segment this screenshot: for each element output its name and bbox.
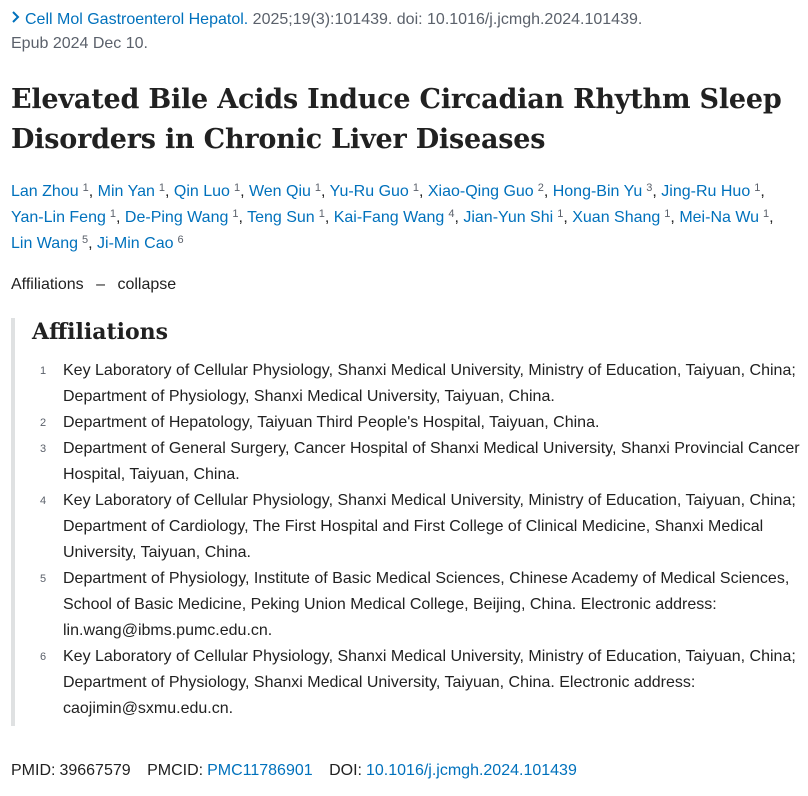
affiliation-item bbox=[32, 566, 807, 644]
affiliation-item bbox=[32, 436, 807, 488]
collapse-button[interactable]: collapse bbox=[117, 276, 177, 293]
author-item: Yu-Ru Guo $^1$, bbox=[329, 182, 424, 200]
author-link[interactable]: De-Ping Wang bbox=[124, 209, 229, 226]
toggle-dash: – bbox=[96, 276, 105, 293]
citation-line bbox=[11, 8, 801, 32]
author-item: Jing-Ru Huo $^1$, bbox=[661, 182, 765, 200]
affiliation-number: 3 bbox=[40, 443, 47, 455]
author-affiliation-ref[interactable]: 1 bbox=[314, 182, 322, 194]
author-affiliation-ref[interactable]: 3 bbox=[646, 182, 653, 194]
affiliations-panel bbox=[11, 318, 807, 726]
author-affiliation-ref[interactable]: 6 bbox=[177, 234, 184, 246]
author-link[interactable]: Wen Qiu bbox=[248, 183, 311, 200]
author-affiliation-ref[interactable]: 5 bbox=[82, 234, 89, 246]
author-item: De-Ping Wang $^1$, bbox=[124, 208, 243, 226]
affiliation-number: 6 bbox=[40, 651, 47, 663]
author-item bbox=[97, 235, 184, 252]
author-list bbox=[11, 179, 806, 257]
affiliation-item bbox=[32, 410, 807, 436]
affiliation-item bbox=[32, 488, 807, 566]
author-link[interactable]: Min Yan bbox=[97, 183, 155, 200]
affiliations-list bbox=[32, 358, 807, 722]
author-item: Jian-Yun Shi $^1$, bbox=[463, 208, 568, 226]
affiliation-item bbox=[32, 644, 807, 722]
author-link[interactable]: Jing-Ru Huo bbox=[661, 183, 751, 200]
author-item: Hong-Bin Yu $^3$, bbox=[552, 182, 657, 200]
author-affiliation-ref[interactable]: 2 bbox=[537, 182, 544, 194]
chevron-right-icon[interactable] bbox=[11, 8, 25, 32]
affiliation-number: 1 bbox=[40, 365, 47, 377]
affiliation-text: Department of General Surgery, Cancer Hospital of Shanxi Medical University, Shanxi Provincial Cancer Hospital, Taiyuan, China. bbox=[63, 440, 800, 483]
author-link[interactable]: Lan Zhou bbox=[11, 183, 79, 200]
affiliations-toggle-label: Affiliations bbox=[11, 276, 84, 293]
author-affiliation-ref[interactable]: 1 bbox=[412, 182, 419, 194]
journal-link[interactable]: Cell Mol Gastroenterol Hepatol. bbox=[25, 11, 249, 28]
author-link[interactable]: Hong-Bin Yu bbox=[552, 183, 643, 200]
article-title: Elevated Bile Acids Induce Circadian Rhythm Sleep Disorders in Chronic Liver Diseases bbox=[11, 84, 782, 155]
citation bbox=[11, 8, 801, 56]
affiliations-toggle bbox=[11, 274, 176, 296]
author-link[interactable]: Teng Sun bbox=[247, 209, 315, 226]
author-item: Xuan Shang $^1$, bbox=[572, 208, 675, 226]
author-link[interactable]: Yu-Ru Guo bbox=[329, 183, 409, 200]
author-item: Yan-Lin Feng $^1$, bbox=[11, 208, 121, 226]
affiliation-text: Key Laboratory of Cellular Physiology, Shanxi Medical University, Ministry of Education, Taiyuan, China; Department of Physiology, Shanxi Medical University, Taiyuan, China. bbox=[63, 362, 796, 405]
doi-link[interactable]: 10.1016/j.jcmgh.2024.101439 bbox=[366, 762, 577, 779]
affiliations-heading: Affiliations bbox=[32, 319, 169, 345]
author-affiliation-ref[interactable]: 1 bbox=[763, 208, 770, 220]
author-affiliation-ref[interactable]: 1 bbox=[318, 208, 325, 220]
author-affiliation-ref[interactable]: 1 bbox=[82, 182, 89, 194]
author-item: Min Yan $^1$, bbox=[97, 182, 170, 200]
author-link[interactable]: Mei-Na Wu bbox=[679, 209, 760, 226]
pmid-value: 39667579 bbox=[59, 762, 131, 779]
author-affiliation-ref[interactable]: 1 bbox=[754, 182, 761, 194]
affiliation-text: Department of Physiology, Institute of Basic Medical Sciences, Chinese Academy of Medical Sciences, School of Basic Medicine, Peking Union Medical College, Beijing, China. Electronic address: lin.wang@ibms.pumc.edu.cn. bbox=[63, 570, 790, 639]
author-item: Qin Luo $^1$, bbox=[173, 182, 245, 200]
author-affiliation-ref[interactable]: 1 bbox=[109, 208, 116, 220]
author-item: Wen Qiu $^1$, bbox=[248, 182, 326, 200]
author-link[interactable]: Qin Luo bbox=[173, 183, 230, 200]
author-item: Mei-Na Wu $^1$, bbox=[679, 208, 774, 226]
author-link[interactable]: Jian-Yun Shi bbox=[463, 209, 554, 226]
pmcid-link[interactable]: PMC11786901 bbox=[207, 762, 313, 779]
author-affiliation-ref[interactable]: 4 bbox=[448, 208, 455, 220]
affiliation-text: Key Laboratory of Cellular Physiology, Shanxi Medical University, Ministry of Education, Taiyuan, China; Department of Cardiology, The First Hospital and First College of Clinical Medicine, Shanxi Medical University, Taiyuan, China. bbox=[63, 492, 796, 561]
affiliation-text: Key Laboratory of Cellular Physiology, Shanxi Medical University, Ministry of Education, Taiyuan, China; Department of Physiology, Shanxi Medical University, Taiyuan, China. Electronic address: caojimin@sxmu.edu.cn. bbox=[63, 648, 796, 717]
author-affiliation-ref[interactable]: 1 bbox=[233, 182, 241, 194]
author-item: Lin Wang $^5$, bbox=[11, 234, 93, 252]
author-link[interactable]: Xuan Shang bbox=[572, 209, 661, 226]
author-affiliation-ref[interactable]: 1 bbox=[158, 182, 165, 194]
author-link[interactable]: Kai-Fang Wang bbox=[333, 209, 445, 226]
author-affiliation-ref[interactable]: 1 bbox=[232, 208, 239, 220]
epub-date: Epub 2024 Dec 10. bbox=[11, 35, 148, 52]
affiliation-number: 5 bbox=[40, 573, 47, 585]
citation-details: 2025;19(3):101439. doi: 10.1016/j.jcmgh.2024.101439. bbox=[248, 11, 643, 28]
doi-label: DOI: bbox=[329, 762, 362, 779]
article-identifiers bbox=[11, 760, 577, 782]
affiliation-text: Department of Hepatology, Taiyuan Third People's Hospital, Taiyuan, China. bbox=[63, 414, 600, 431]
author-affiliation-ref[interactable]: 1 bbox=[664, 208, 671, 220]
pmid-label: PMID: bbox=[11, 762, 56, 779]
author-link[interactable]: Xiao-Qing Guo bbox=[427, 183, 534, 200]
author-link[interactable]: Yan-Lin Feng bbox=[11, 209, 106, 226]
author-item: Kai-Fang Wang $^4$, bbox=[333, 208, 459, 226]
affiliation-item bbox=[32, 358, 807, 410]
author-item: Lan Zhou $^1$, bbox=[11, 182, 94, 200]
affiliation-number: 4 bbox=[40, 495, 47, 507]
author-affiliation-ref[interactable]: 1 bbox=[557, 208, 564, 220]
affiliation-number: 2 bbox=[40, 417, 47, 429]
author-link[interactable]: Ji-Min Cao bbox=[97, 235, 174, 252]
author-item: Xiao-Qing Guo $^2$, bbox=[427, 182, 549, 200]
author-item: Teng Sun $^1$, bbox=[247, 208, 330, 226]
author-link[interactable]: Lin Wang bbox=[11, 235, 78, 252]
pmcid-label: PMCID: bbox=[147, 762, 204, 779]
